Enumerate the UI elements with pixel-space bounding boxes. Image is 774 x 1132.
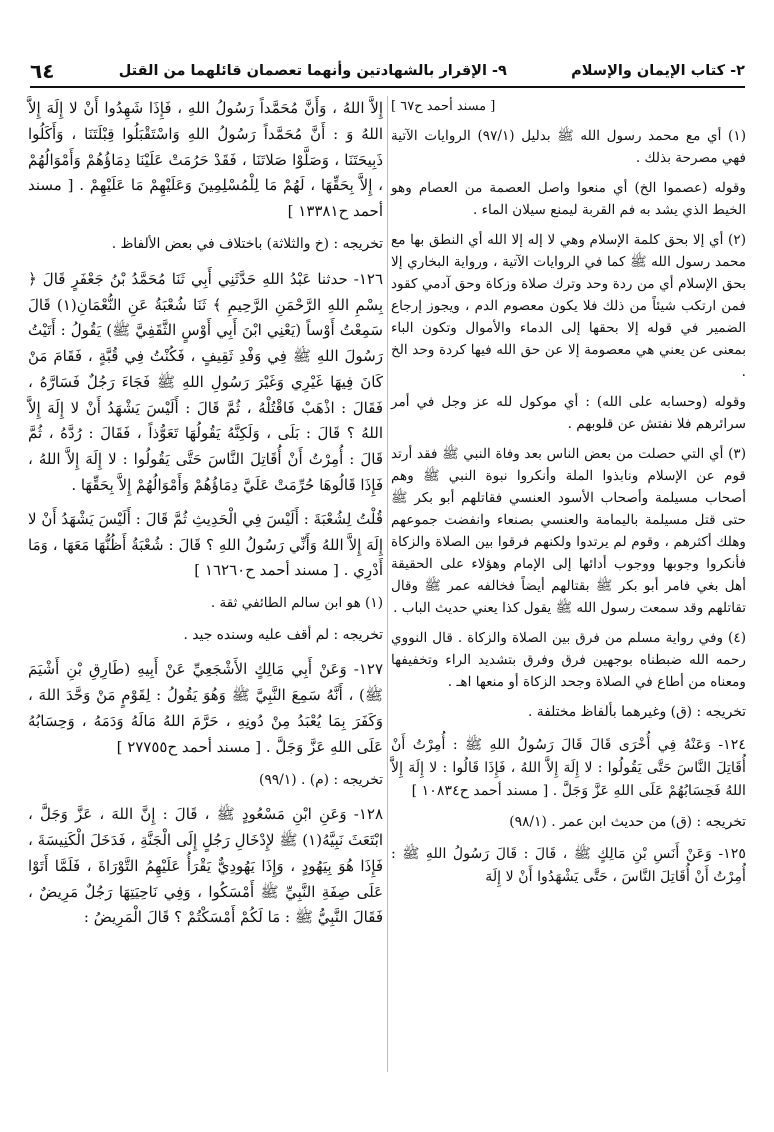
left-column xyxy=(28,96,383,939)
commentary-isma: وقوله (عصموا الخ) أي منعوا واصل العصمة من العصام وهو الخيط الذي يشد به فم القربة ليمنع سيلان الماء . xyxy=(391,180,746,219)
right-column xyxy=(391,96,746,897)
section-title: ٩- الإقرار بالشهادتين وأنهما تعصمان قائلهما من القتل xyxy=(118,63,507,79)
footnote-4: (٤) وفي رواية مسلم من فرق بين الصلاة والزكاة . قال النووي رحمه الله ضبطناه بوجهين فرق وفرق بتشديد الراء وتخفيفها ومعناه من أطاع في الصلاة وجحد الزكاة أو منعها اهـ . xyxy=(391,630,746,691)
hadith-125-start: ١٢٥- وَعَنْ أَنَسِ بْنِ مَالِكٍ ﷺ ، قَالَ : قَالَ رَسُولُ اللهِ ﷺ : أُمِرْتُ أَنْ أُقَاتِلَ النَّاسَ ، حَتَّى يَشْهَدُوا أَنْ لا إِلَهَ xyxy=(391,846,746,886)
chapter-title: ٢- كتاب الإيمان والإسلام xyxy=(571,63,745,79)
takhrij-125: تخريجه : (خ والثلاثة) باختلاف في بعض الألفاظ . xyxy=(111,235,383,252)
column-divider xyxy=(387,96,388,1072)
page-number: ٦٤ xyxy=(30,59,55,83)
footnote-1: (١) أي مع محمد رسول الله ﷺ بدليل (٩٧/١) الروايات الآتية فهي مصرحة بذلك . xyxy=(391,128,746,167)
header-rule xyxy=(30,86,745,88)
takhrij-126: تخريجه : لم أقف عليه وسنده جيد . xyxy=(183,626,383,643)
commentary-hisab: وقوله (وحسابه على الله) : أي موكول لله عز وجل في أمر سرائرهم فلا نفتش عن قلوبهم . xyxy=(391,394,746,433)
footnote-3: (٣) أي التي حصلت من بعض الناس بعد وفاة النبي ﷺ فقد أرتد قوم عن الإسلام ونابذوا الملة وأنكروا نبوة النبي ﷺ وهم أصحاب مسيلمة وأصحاب الأسود العنسي فقاتلهم أبو بكر ﷺ حتى قتل مسيلمة باليمامة والعنسي بصنعاء وانفضت جموعهم وهلك أكثرهم ، وقوم لم يرتدوا ولكنهم فرقوا بين الصلاة والزكاة فأنكروا وجوبها ووجوب أدائها إلى الإمام وهؤلاء على الحقيقة أهل بغي فامر أبو بكر ﷺ بقتالهم أيضاً فخالفه عمر ﷺ وقال تقاتلهم وقد سمعت رسول الله ﷺ يقول كذا يعني حديث الباب . xyxy=(391,446,746,617)
hadith-127: ١٢٧- وَعَنْ أَبِي مَالِكٍ الأَشْجَعِيِّ عَنْ أَبِيهِ (طَارِقِ بْنِ أَشْيَمَ ﷺ) ، أَنَّهُ سَمِعَ النَّبِيَّ ﷺ وَهُوَ يَقُولُ : لِقَوْمٍ مَنْ وَحَّدَ اللهَ ، وَكَفَرَ بِمَا يُعْبَدُ مِنْ دُونِهِ ، حَرَّمَ اللهُ مَالَهُ وَدَمَهُ ، وَحِسَابُهُ عَلَى اللهِ عَزَّ وَجَلَّ . [ مسند أحمد ح٢٧٧٥٥ ] xyxy=(28,660,383,756)
hadith-126-question: قُلْتُ لِشُعْبَةَ : أَلَيْسَ فِي الْحَدِيثِ ثُمَّ قَالَ : أَلَيْسَ يَشْهَدُ أَنْ لا إِلَهَ إِلاَّ اللهُ وَأَنِّي رَسُولُ اللهِ ؟ قَالَ : شُعْبَةُ أَظُنُّهَا مَعَهَا ، وَمَا أَدْرِي . [ مسند أحمد ح١٦٢٦٠ ] xyxy=(28,509,383,580)
reference-musnad-67: [ مسند أحمد ح٦٧ ] xyxy=(391,99,496,114)
takhrij-124: تخريجه : (ق) من حديث ابن عمر . (٩٨/١) xyxy=(509,813,746,830)
hadith-126: ١٢٦- حدثنا عَبْدُ اللهِ حَدَّثَنِي أَبِي ثَنَا مُحَمَّدُ بْنُ جَعْفَرٍ قَالَ ﴿ بِسْمِ اللهِ الرَّحْمَنِ الرَّحِيمِ ﴾ ثَنَا شُعْبَةُ عَنِ النُّعْمَانِ(١) قَالَ سَمِعْتُ أَوْساً (يَعْنِي ابْنَ أَبِي أَوْسٍ الثَّقَفِيَّ ﷺ) يَقُولُ : أَتَيْتُ رَسُولَ اللهِ ﷺ فِي وَفْدِ ثَقِيفٍ ، فَكُنْتُ فِي قُبَّةٍ ، فَقَامَ مَنْ كَانَ فِيهَا غَيْرِي وَغَيْرَ رَسُولِ اللهِ ﷺ فَجَاءَ رَجُلٌ فَسَارَّهُ ، فَقَالَ : اذْهَبْ فَاقْتُلْهُ ، ثُمَّ قَالَ : أَلَيْسَ يَشْهَدُ أَنْ لا إِلَهَ إِلاَّ اللهُ ؟ قَالَ : بَلَى ، وَلَكِنَّهُ يَقُولُهَا تَعَوُّذاً ، فَقَالَ : رُدَّهُ ، ثُمَّ قَالَ : أُمِرْتُ أَنْ أُقَاتِلَ النَّاسَ حَتَّى يَقُولُوا : لا إِلَهَ إِلاَّ اللهُ ، فَإِذَا قَالُوهَا حُرِّمَتْ عَلَيَّ دِمَاؤُهُمْ وَأَمْوَالُهُمْ إِلاَّ بِحَقِّهَا . xyxy=(28,269,383,495)
takhrij-123: تخريجه : (ق) وغيرهما بألفاظ مختلفة . xyxy=(527,704,746,721)
footnote-126: (١) هو ابن سالم الطائفي ثقة . xyxy=(210,595,383,612)
running-header xyxy=(30,58,745,84)
footnote-2: (٢) أي إلا بحق كلمة الإسلام وهي لا إله إلا الله أي النطق بها مع محمد رسول الله ﷺ كما في الروايات الآتية ، ورواية البخاري إلا بحق الإسلام أي من ردة وحد وترك صلاة وزكاة وحق آدمي كقود فمن ارتكب شيئاً من ذلك فلا يكون معصوم الدم ، ويجوز إرجاع الضمير في قوله إلا بحقها إلى الدماء والأموال وتكون الباء بمعنى عن يعني هي معصومة إلا عن حق الله فيها كردة وحد الخ . xyxy=(391,232,746,381)
hadith-128: ١٢٨- وَعَنِ ابْنِ مَسْعُودٍ ﷺ ، قَالَ : إِنَّ اللهَ ، عَزَّ وَجَلَّ ، ابْتَعَثَ نَبِيَّهُ(١) ﷺ لإِدْخَالِ رَجُلٍ إِلَى الْجَنَّةِ ، فَدَخَلَ الْكَنِيسَةَ ، فَإِذَا هُوَ بِيَهُودٍ ، وَإِذَا يَهُودِيٌّ يَقْرَأُ عَلَيْهِمُ التَّوْرَاةَ ، فَلَمَّا أَتَوْا عَلَى صِفَةِ النَّبِيِّ ﷺ أَمْسَكُوا ، وَفِي نَاحِيَتِهَا رَجُلٌ مَرِيضٌ ، فَقَالَ النَّبِيُّ ﷺ : مَا لَكُمْ أَمْسَكْتُمْ ؟ قَالَ الْمَرِيضُ : xyxy=(28,805,383,927)
takhrij-127: تخريجه : (م) . (٩٩/١) xyxy=(258,771,383,788)
hadith-125-cont: إِلاَّ اللهُ ، وَأَنَّ مُحَمَّداً رَسُولُ اللهِ ، فَإِذَا شَهِدُوا أَنْ لا إِلَهَ إِلاَّ اللهُ وَ : أَنَّ مُحَمَّداً رَسُولُ اللهِ وَاسْتَقْبَلُوا قِبْلَتَنَا ، وَأَكَلُوا ذَبِيحَتَنَا ، وَصَلَّوْا صَلاتَنَا ، فَقَدْ حَرُمَتْ عَلَيْنَا دِمَاؤُهُمْ وَأَمْوَالُهُمْ ، إِلاَّ بِحَقِّهَا ، لَهُمْ مَا لِلْمُسْلِمِينَ وَعَلَيْهِمْ مَا عَلَيْهِمْ . [ مسند أحمد ح١٣٣٨١ ] xyxy=(28,99,383,221)
hadith-124: ١٢٤- وَعَنْهُ فِي أُخْرَى قَالَ قَالَ رَسُولُ اللهِ ﷺ : أُمِرْتُ أَنْ أُقَاتِلَ النَّاسَ حَتَّى يَقُولُوا : لا إِلَهَ إِلاَّ اللهُ ، فَإِذَا قَالُوا : لا إِلَهَ إِلاَّ اللهُ فَحِسَابُهُمْ عَلَى اللهِ عَزَّ وَجَلَّ . [ مسند أحمد ح١٠٨٣٤ ] xyxy=(391,736,746,799)
